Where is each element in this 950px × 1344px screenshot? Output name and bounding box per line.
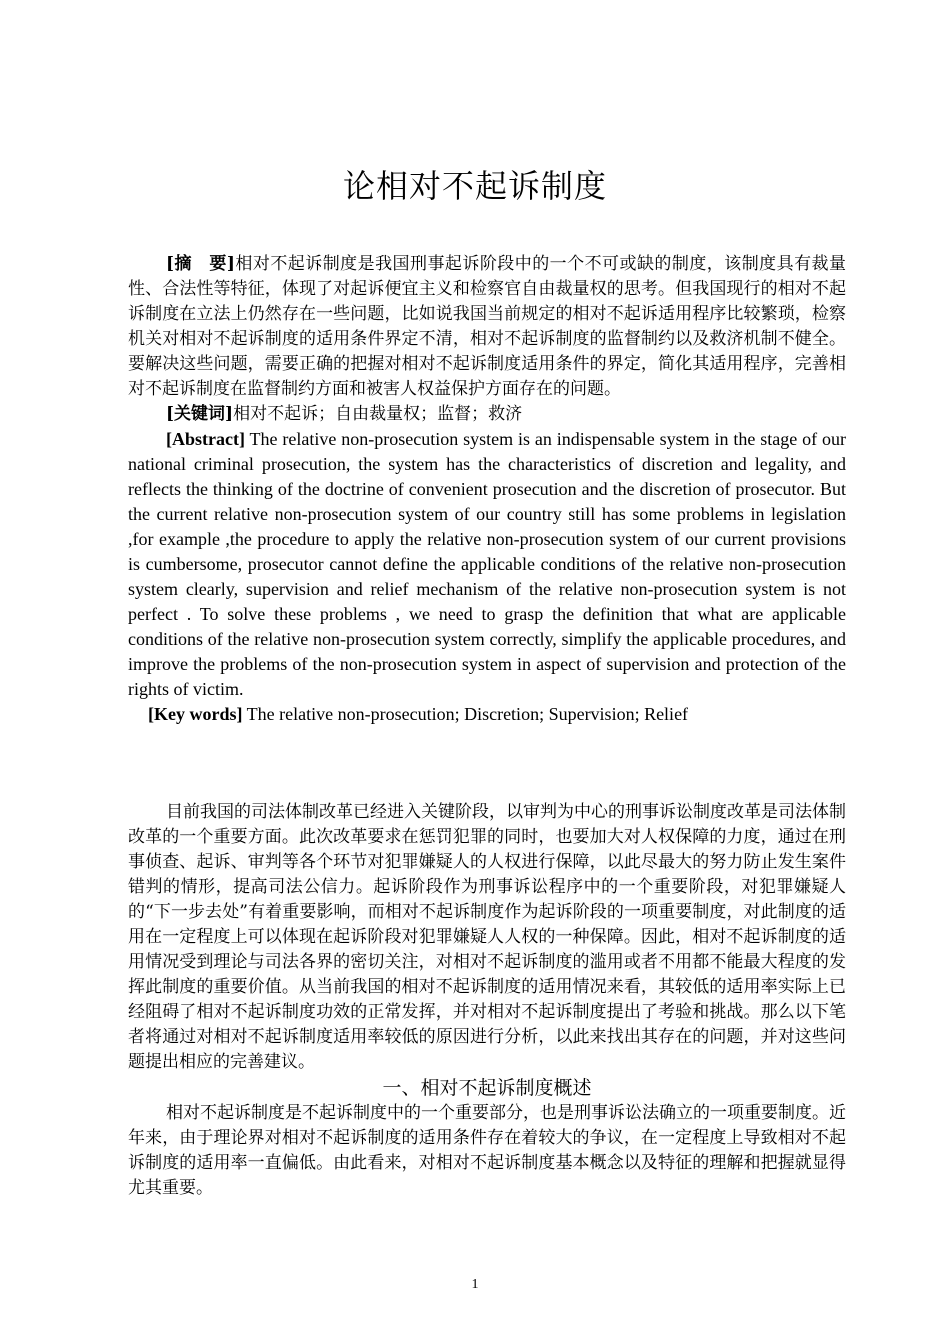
section-heading: 一、相对不起诉制度概述	[382, 1077, 592, 1099]
abstract-cn-text: 相对不起诉制度是我国刑事起诉阶段中的一个不可或缺的制度，该制度具有裁量性、合法性等特征，体现了对起诉便宜主义和检察官自由裁量权的思考。但我国现行的相对不起诉制度在立法上仍然存在一些问题，比如说我国当前规定的相对不起诉适用程序比较繁琐，检察机关对相对不起诉制度的适用条件界定不清，相对不起诉制度的监督制约以及救济机制不健全。要解决这些问题，需要正确的把握对相对不起诉制度适用条件的界定，简化其适用程序，完善相对不起诉制度在监督制约方面和被害人权益保护方面存在的问题。	[128, 254, 847, 399]
section-paragraph: 相对不起诉制度是不起诉制度中的一个重要部分，也是刑事诉讼法确立的一项重要制度。近年来，由于理论界对相对不起诉制度的适用条件存在着较大的争议，在一定程度上导致相对不起诉制度的适用率一直偏低。由此看来，对相对不起诉制度基本概念以及特征的理解和把握就显得尤其重要。	[128, 1103, 846, 1198]
keywords-en-text: The relative non-prosecution; Discretion; Supervision; Relief	[242, 704, 689, 724]
keywords-cn	[128, 402, 846, 427]
abstract-en-label: [Abstract]	[166, 429, 245, 449]
keywords-en-label: [Key words]	[148, 704, 243, 724]
abstract-cn-label: [摘 要]	[166, 254, 235, 274]
keywords-en	[128, 702, 846, 727]
abstract-cn	[128, 252, 846, 402]
body-block	[128, 800, 846, 1201]
abstract-en	[128, 427, 846, 702]
abstract-en-text: The relative non-prosecution system is an indispensable system in the stage of our national criminal prosecution, the system has the characteristics of discretion and legality, and reflects the thinking of the doctrine of convenient prosecution and the discretion of prosecutor. But the current relative non-prosecution system of our country still has some problems in legislation ,for example ,the procedure to apply the relative non-prosecution system of our current provisions is cumbersome, prosecutor cannot define the applicable conditions of the relative non-prosecution system clearly, supervision and relief mechanism of the relative non-prosecution system is not perfect . To solve these problems , we need to grasp the definition that what are applicable conditions of the relative non-prosecution system correctly, simplify the applicable procedures, and improve the problems of the non-prosecution system in aspect of supervision and protection of the rights of victim.	[128, 429, 846, 699]
keywords-cn-label: [关键词]	[166, 404, 234, 424]
keywords-cn-text: 相对不起诉；自由裁量权；监督；救济	[233, 404, 523, 424]
page-number: 1	[471, 1277, 479, 1292]
intro-paragraph: 目前我国的司法体制改革已经进入关键阶段，以审判为中心的刑事诉讼制度改革是司法体制改革的一个重要方面。此次改革要求在惩罚犯罪的同时，也要加大对人权保障的力度，通过在刑事侦查、起诉、审判等各个环节对犯罪嫌疑人的人权进行保障，以此尽最大的努力防止发生案件错判的情形，提高司法公信力。起诉阶段作为刑事诉讼程序中的一个重要阶段，对犯罪嫌疑人的“下一步去处”有着重要影响，而相对不起诉制度作为起诉阶段的一项重要制度，对此制度的适用在一定程度上可以体现在起诉阶段对犯罪嫌疑人人权的一种保障。因此，相对不起诉制度的适用情况受到理论与司法各界的密切关注，对相对不起诉制度的滥用或者不用都不能最大程度的发挥此制度的重要价值。从当前我国的相对不起诉制度的适用情况来看，其较低的适用率实际上已经阻碍了相对不起诉制度功效的正常发挥，并对相对不起诉制度提出了考验和挑战。那么以下笔者将通过对相对不起诉制度适用率较低的原因进行分析，以此来找出其存在的问题，并对这些问题提出相应的完善建议。	[128, 802, 846, 1072]
document-title: 论相对不起诉制度	[342, 167, 607, 205]
abstract-block	[128, 252, 846, 727]
